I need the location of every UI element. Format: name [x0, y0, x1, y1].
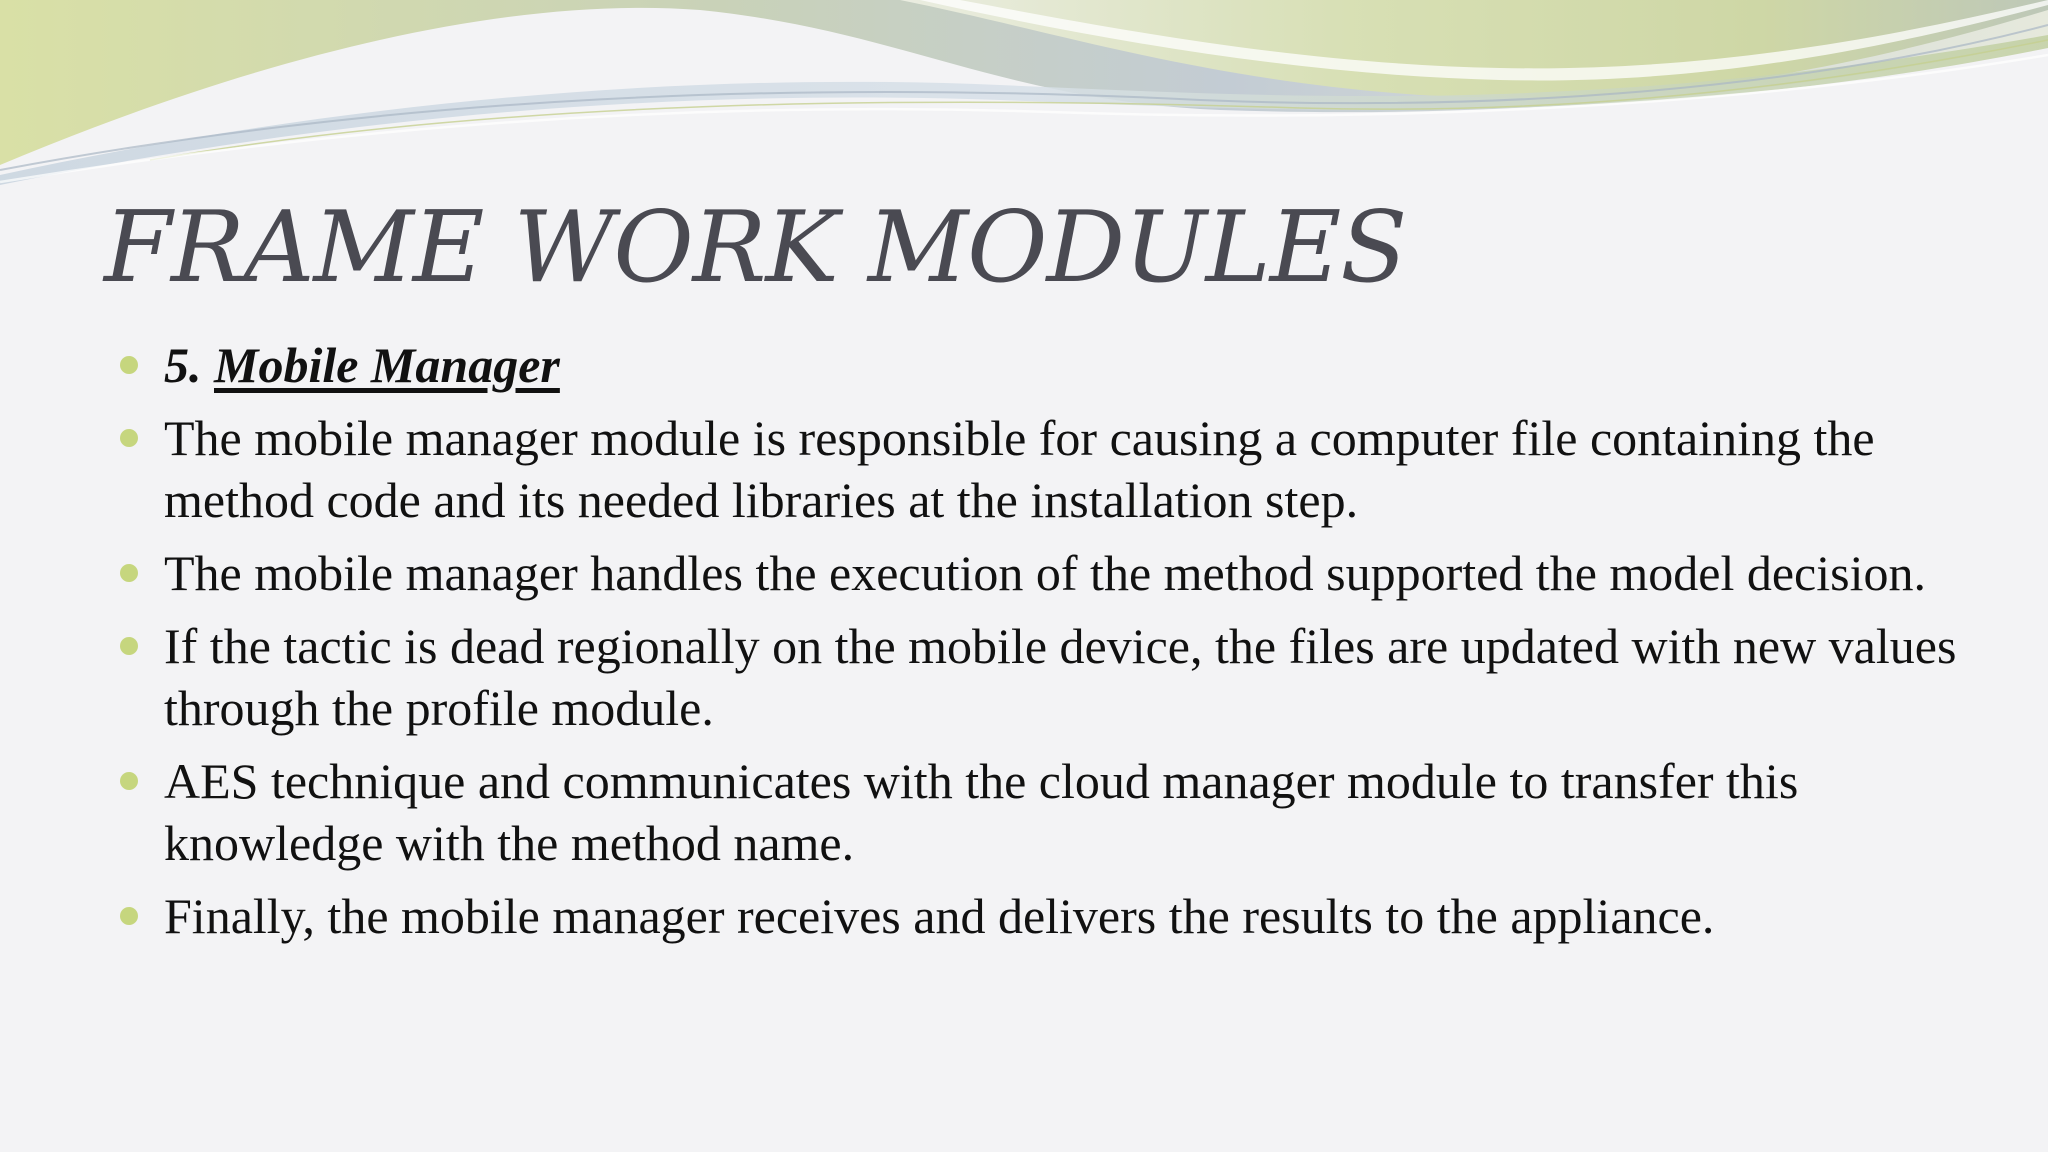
- bullet-dot-icon: [120, 429, 138, 447]
- bullet-item-3: [120, 615, 2000, 739]
- module-heading: [164, 337, 560, 393]
- bullet-text: The mobile manager handles the execution of the method supported the model decision.: [164, 545, 1926, 601]
- slide-title: FRAME WORK MODULES: [104, 191, 1407, 305]
- module-number: 5.: [164, 337, 202, 393]
- bullet-item-1: [120, 407, 2000, 531]
- bullet-list: [120, 334, 2000, 958]
- bullet-item-2: [120, 542, 2000, 604]
- bullet-dot-icon: [120, 772, 138, 790]
- bullet-text: If the tactic is dead regionally on the mobile device, the files are updated with new values through the profile module.: [164, 618, 1957, 736]
- bullet-heading-item: [120, 334, 2000, 396]
- wave-header-decoration: [0, 0, 2048, 200]
- module-name: Mobile Manager: [214, 337, 560, 393]
- bullet-item-4: [120, 750, 2000, 874]
- bullet-dot-icon: [120, 637, 138, 655]
- bullet-dot-icon: [120, 564, 138, 582]
- bullet-dot-icon: [120, 356, 138, 374]
- bullet-dot-icon: [120, 907, 138, 925]
- bullet-item-5: [120, 885, 2000, 947]
- bullet-text: The mobile manager module is responsible for causing a computer file containing the method code and its needed libraries at the installation step.: [164, 410, 1875, 528]
- bullet-text: Finally, the mobile manager receives and delivers the results to the appliance.: [164, 888, 1715, 944]
- bullet-text: AES technique and communicates with the cloud manager module to transfer this knowledge with the method name.: [164, 753, 1799, 871]
